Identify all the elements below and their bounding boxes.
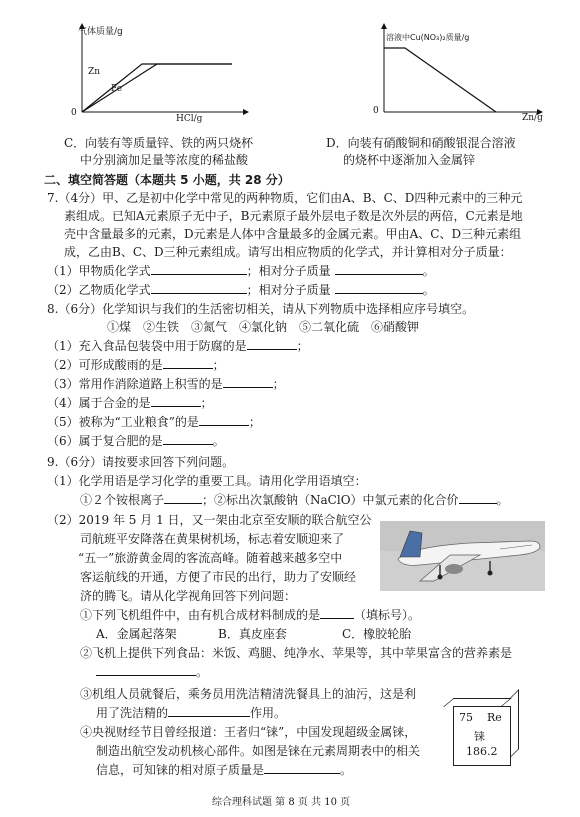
q9-intro: 9.（6分）请按要求回答下列问题。 — [47, 455, 235, 469]
q9-part2-line2: 司航班平安降落在黄果树机场，标志着安顺迎来了 — [80, 532, 345, 546]
option-c-line1: C．向装有等质量锌、铁的两只烧杯 — [64, 136, 254, 150]
answer-blank[interactable] — [96, 662, 196, 676]
q7-answer-a: （1）甲物质化学式 ；相对分子质量 。 — [47, 261, 435, 281]
q7-answer-b: （2）乙物质化学式 ；相对分子质量 。 — [47, 280, 435, 300]
answer-blank[interactable] — [151, 261, 247, 275]
answer-blank[interactable] — [199, 412, 249, 426]
q9-sub3-line1: ③机组人员就餐后，乘务员用洗洁精清洗餐具上的油污，这是利 — [80, 687, 417, 701]
page-footer: 综合理科试题 第 8 页 共 10 页 — [212, 797, 351, 808]
q9-part2-line4: 客运航线的开通，方便了市民的出行，助力了安顺经 — [80, 570, 357, 584]
left-ylabel: 气体质量/g — [78, 27, 123, 37]
q9-sub1-opt-a: A．金属起落架 — [96, 627, 177, 641]
q7-line4: 成，乙由B、C、D三种元素组成。请写出相应物质的化学式，并计算相对分子质量： — [64, 245, 512, 259]
element-name: 铼 — [474, 730, 485, 743]
q9-sub1: ①下列飞机组件中，由有机合成材料制成的是 （填标号）。 — [80, 605, 420, 625]
q7-line2: 素组成。已知A元素原子无中子，B元素原子最外层电子数是次外层的两倍，C元素是地 — [64, 209, 523, 223]
option-d-line2: 的烧杯中逐渐加入金属锌 — [343, 153, 476, 167]
q8-item-4: （4）属于合金的是 ； — [47, 393, 213, 413]
q9-part1: （1）化学用语是学习化学的重要工具。请用化学用语填空： — [47, 474, 367, 488]
series-line-0 — [384, 48, 496, 112]
element-mass: 186.2 — [466, 745, 498, 758]
q9-sub2-blank: 。 — [96, 662, 208, 682]
left-origin: 0 — [71, 108, 77, 118]
q9-part1-blanks: ①２个铵根离子 ；②标出次氯酸钠（NaClO）中氯元素的化合价 。 — [80, 490, 509, 510]
answer-blank[interactable] — [335, 261, 423, 275]
q8-item-2: （2）可形成酸雨的是 ； — [47, 355, 225, 375]
q9-sub3-line2: 用了洗洁精的 作用。 — [96, 703, 286, 723]
q9-sub4-line1: ④央视财经节目曾经报道：王者归“铼”，中国发现超级金属铼， — [80, 725, 417, 739]
q8-item-3: （3）常用作消除道路上积雪的是 ； — [47, 374, 285, 394]
answer-blank[interactable] — [223, 374, 273, 388]
q8-item-5: （5）被称为“工业粮食”的是 ； — [47, 412, 261, 432]
section-title: 二、填空简答题（本题共 5 小题，共 28 分） — [44, 173, 290, 187]
q9-part2-line3: “五一”旅游黄金周的客流高峰。随着越来越多空中 — [78, 551, 343, 565]
answer-blank[interactable] — [264, 760, 340, 774]
series-line-fe — [82, 64, 232, 112]
series-line-zn — [82, 64, 232, 112]
answer-blank[interactable] — [335, 280, 423, 294]
answer-blank[interactable] — [163, 431, 213, 445]
right-ylabel: 溶液中Cu(NO₃)₂质量/g — [386, 33, 470, 42]
answer-blank[interactable] — [247, 336, 297, 350]
answer-blank[interactable] — [168, 703, 250, 717]
option-c-line2: 中分别滴加足量等浓度的稀盐酸 — [80, 153, 249, 167]
option-d-line1: D．向装有硝酸铜和硝酸银混合溶液 — [326, 136, 516, 150]
element-number: 75 — [459, 711, 473, 724]
element-cell-rhenium — [453, 706, 511, 766]
left-xlabel: HCl/g — [176, 114, 203, 124]
answer-blank[interactable] — [459, 490, 497, 504]
answer-blank[interactable] — [151, 393, 201, 407]
airplane-image — [380, 521, 545, 591]
q8-intro: 8.（6分）化学知识与我们的生活密切相关，请从下列物质中选择相应序号填空。 — [47, 302, 475, 316]
q9-sub2: ②飞机上提供下列食品：米饭、鸡腿、纯净水、苹果等，其中苹果富含的营养素是 — [80, 646, 513, 660]
q9-part2-line1: （2）2019 年 5 月 1 日，又一架由北京至安顺的联合航空公 — [47, 513, 372, 527]
element-cell-side — [510, 689, 519, 758]
series-label-fe: Fe — [111, 84, 123, 94]
answer-blank[interactable] — [164, 490, 202, 504]
series-label-zn: Zn — [88, 67, 101, 77]
q9-sub4-line2: 制造出航空发动机核心部件。如图是铼在元素周期表中的相关 — [96, 744, 421, 758]
q8-choices: ①煤 ②生铁 ③氮气 ④氯化钠 ⑤二氧化硫 ⑥硝酸钾 — [107, 320, 420, 334]
q8-item-6: （6）属于复合肥的是 。 — [47, 431, 225, 451]
q9-sub4-line3: 信息，可知铼的相对原子质量是 。 — [96, 760, 352, 780]
q7-line3: 壳中含量最多的元素，D元素是人体中含量最多的金属元素。甲由A、C、D三种元素组 — [64, 227, 522, 241]
answer-blank[interactable] — [151, 280, 247, 294]
q9-sub1-opt-b: B．真皮座套 — [218, 627, 287, 641]
answer-blank[interactable] — [320, 605, 354, 619]
q7-line1: 7.（4分）甲、乙是初中化学中常见的两种物质，它们由A、B、C、D四种元素中的三种元 — [47, 191, 523, 205]
q8-item-1: （1）充入食品包装袋中用于防腐的是 ； — [47, 336, 309, 356]
element-symbol: Re — [487, 711, 502, 724]
q9-sub1-opt-c: C．橡胶轮胎 — [342, 627, 412, 641]
q9-part2-line5: 济的腾飞。请从化学视角回答下列问题： — [80, 589, 297, 603]
right-xlabel: Zn/g — [522, 113, 543, 123]
right-origin: 0 — [373, 106, 379, 116]
answer-blank[interactable] — [163, 355, 213, 369]
